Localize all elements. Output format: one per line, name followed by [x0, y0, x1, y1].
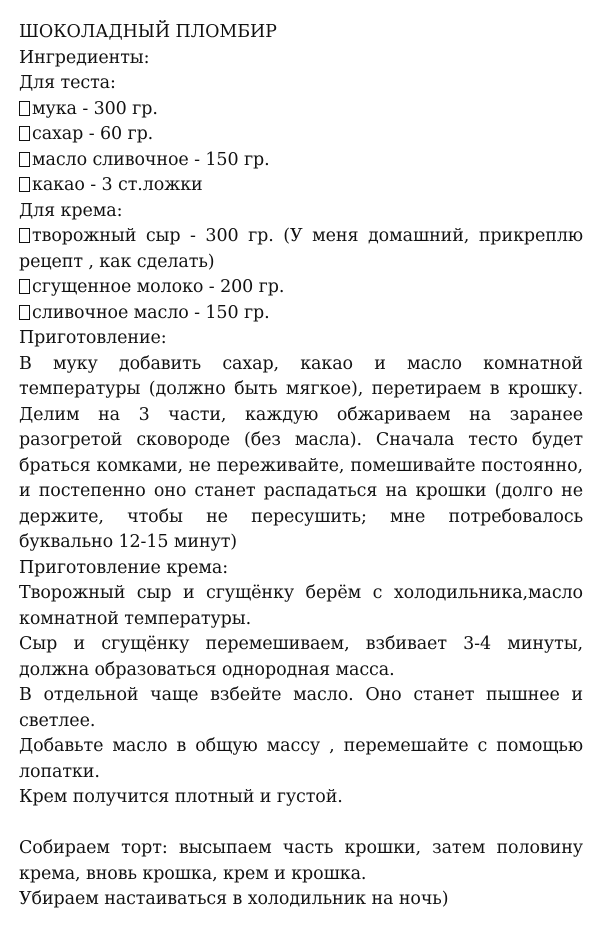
checkbox-square-icon	[19, 228, 30, 243]
dough-heading: Для теста:	[19, 73, 116, 93]
ingredients-heading: Ингредиенты:	[19, 47, 150, 68]
cream-heading: Для крема:	[19, 200, 123, 221]
preparation-heading: Приготовление:	[19, 328, 167, 348]
checkbox-square-icon	[19, 279, 30, 294]
cream-item: сгущенное молоко - 200 гр.	[19, 275, 583, 301]
dough-item: масло сливочное - 150 гр.	[19, 148, 583, 174]
dough-item: мука - 300 гр.	[19, 97, 583, 123]
assembly-paragraph: Убираем настаиваться в холодильник на ночь)	[19, 889, 449, 909]
checkbox-square-icon	[19, 177, 30, 192]
dough-item: какао - 3 ст.ложки	[19, 173, 583, 199]
cream-preparation-paragraph: Крем получится плотный и густой.	[19, 787, 343, 807]
cream-preparation-paragraph: Творожный сыр и сгущёнку берём с холодильника,масло комнатной температуры.	[19, 583, 583, 629]
cream-item: творожный сыр - 300 гр. (У меня домашний, прикреплю рецепт , как сделать)	[19, 226, 583, 272]
cream-preparation-paragraph: В отдельной чаще взбейте масло. Оно станет пышнее и светлее.	[19, 685, 583, 731]
cream-preparation-heading: Приготовление крема:	[19, 557, 229, 578]
checkbox-square-icon	[19, 152, 30, 167]
checkbox-square-icon	[19, 126, 30, 141]
cream-preparation-paragraph: Добавьте масло в общую массу , перемешайте с помощью лопатки.	[19, 736, 583, 782]
checkbox-square-icon	[19, 101, 30, 116]
blank-line	[19, 811, 583, 837]
recipe-document	[19, 20, 583, 913]
cream-preparation-paragraph: Сыр и сгущёнку перемешиваем, взбивает 3-4 минуты, должна образоваться однородная масса.	[19, 634, 583, 680]
dough-item: сахар - 60 гр.	[19, 122, 583, 148]
recipe-title: ШОКОЛАДНЫЙ ПЛОМБИР	[19, 22, 277, 42]
checkbox-square-icon	[19, 305, 30, 320]
preparation-paragraph: В муку добавить сахар, какао и масло комнатной температуры (должно быть мягкое), перетираем в крошку. Делим на 3 части, каждую обжариваем на заранее разогретой сковороде (без масла). Сначала тесто будет браться комками, не переживайте, помешивайте постоянно, и постепенно оно станет распадаться на крошки (долго не держите, чтобы не пересушить; мне потребовалось буквально 12-15 минут)	[19, 353, 583, 552]
assembly-paragraph: Собираем торт: высыпаем часть крошки, затем половину крема, вновь крошка, крем и крошка.	[19, 838, 583, 884]
cream-item: сливочное масло - 150 гр.	[19, 301, 583, 327]
